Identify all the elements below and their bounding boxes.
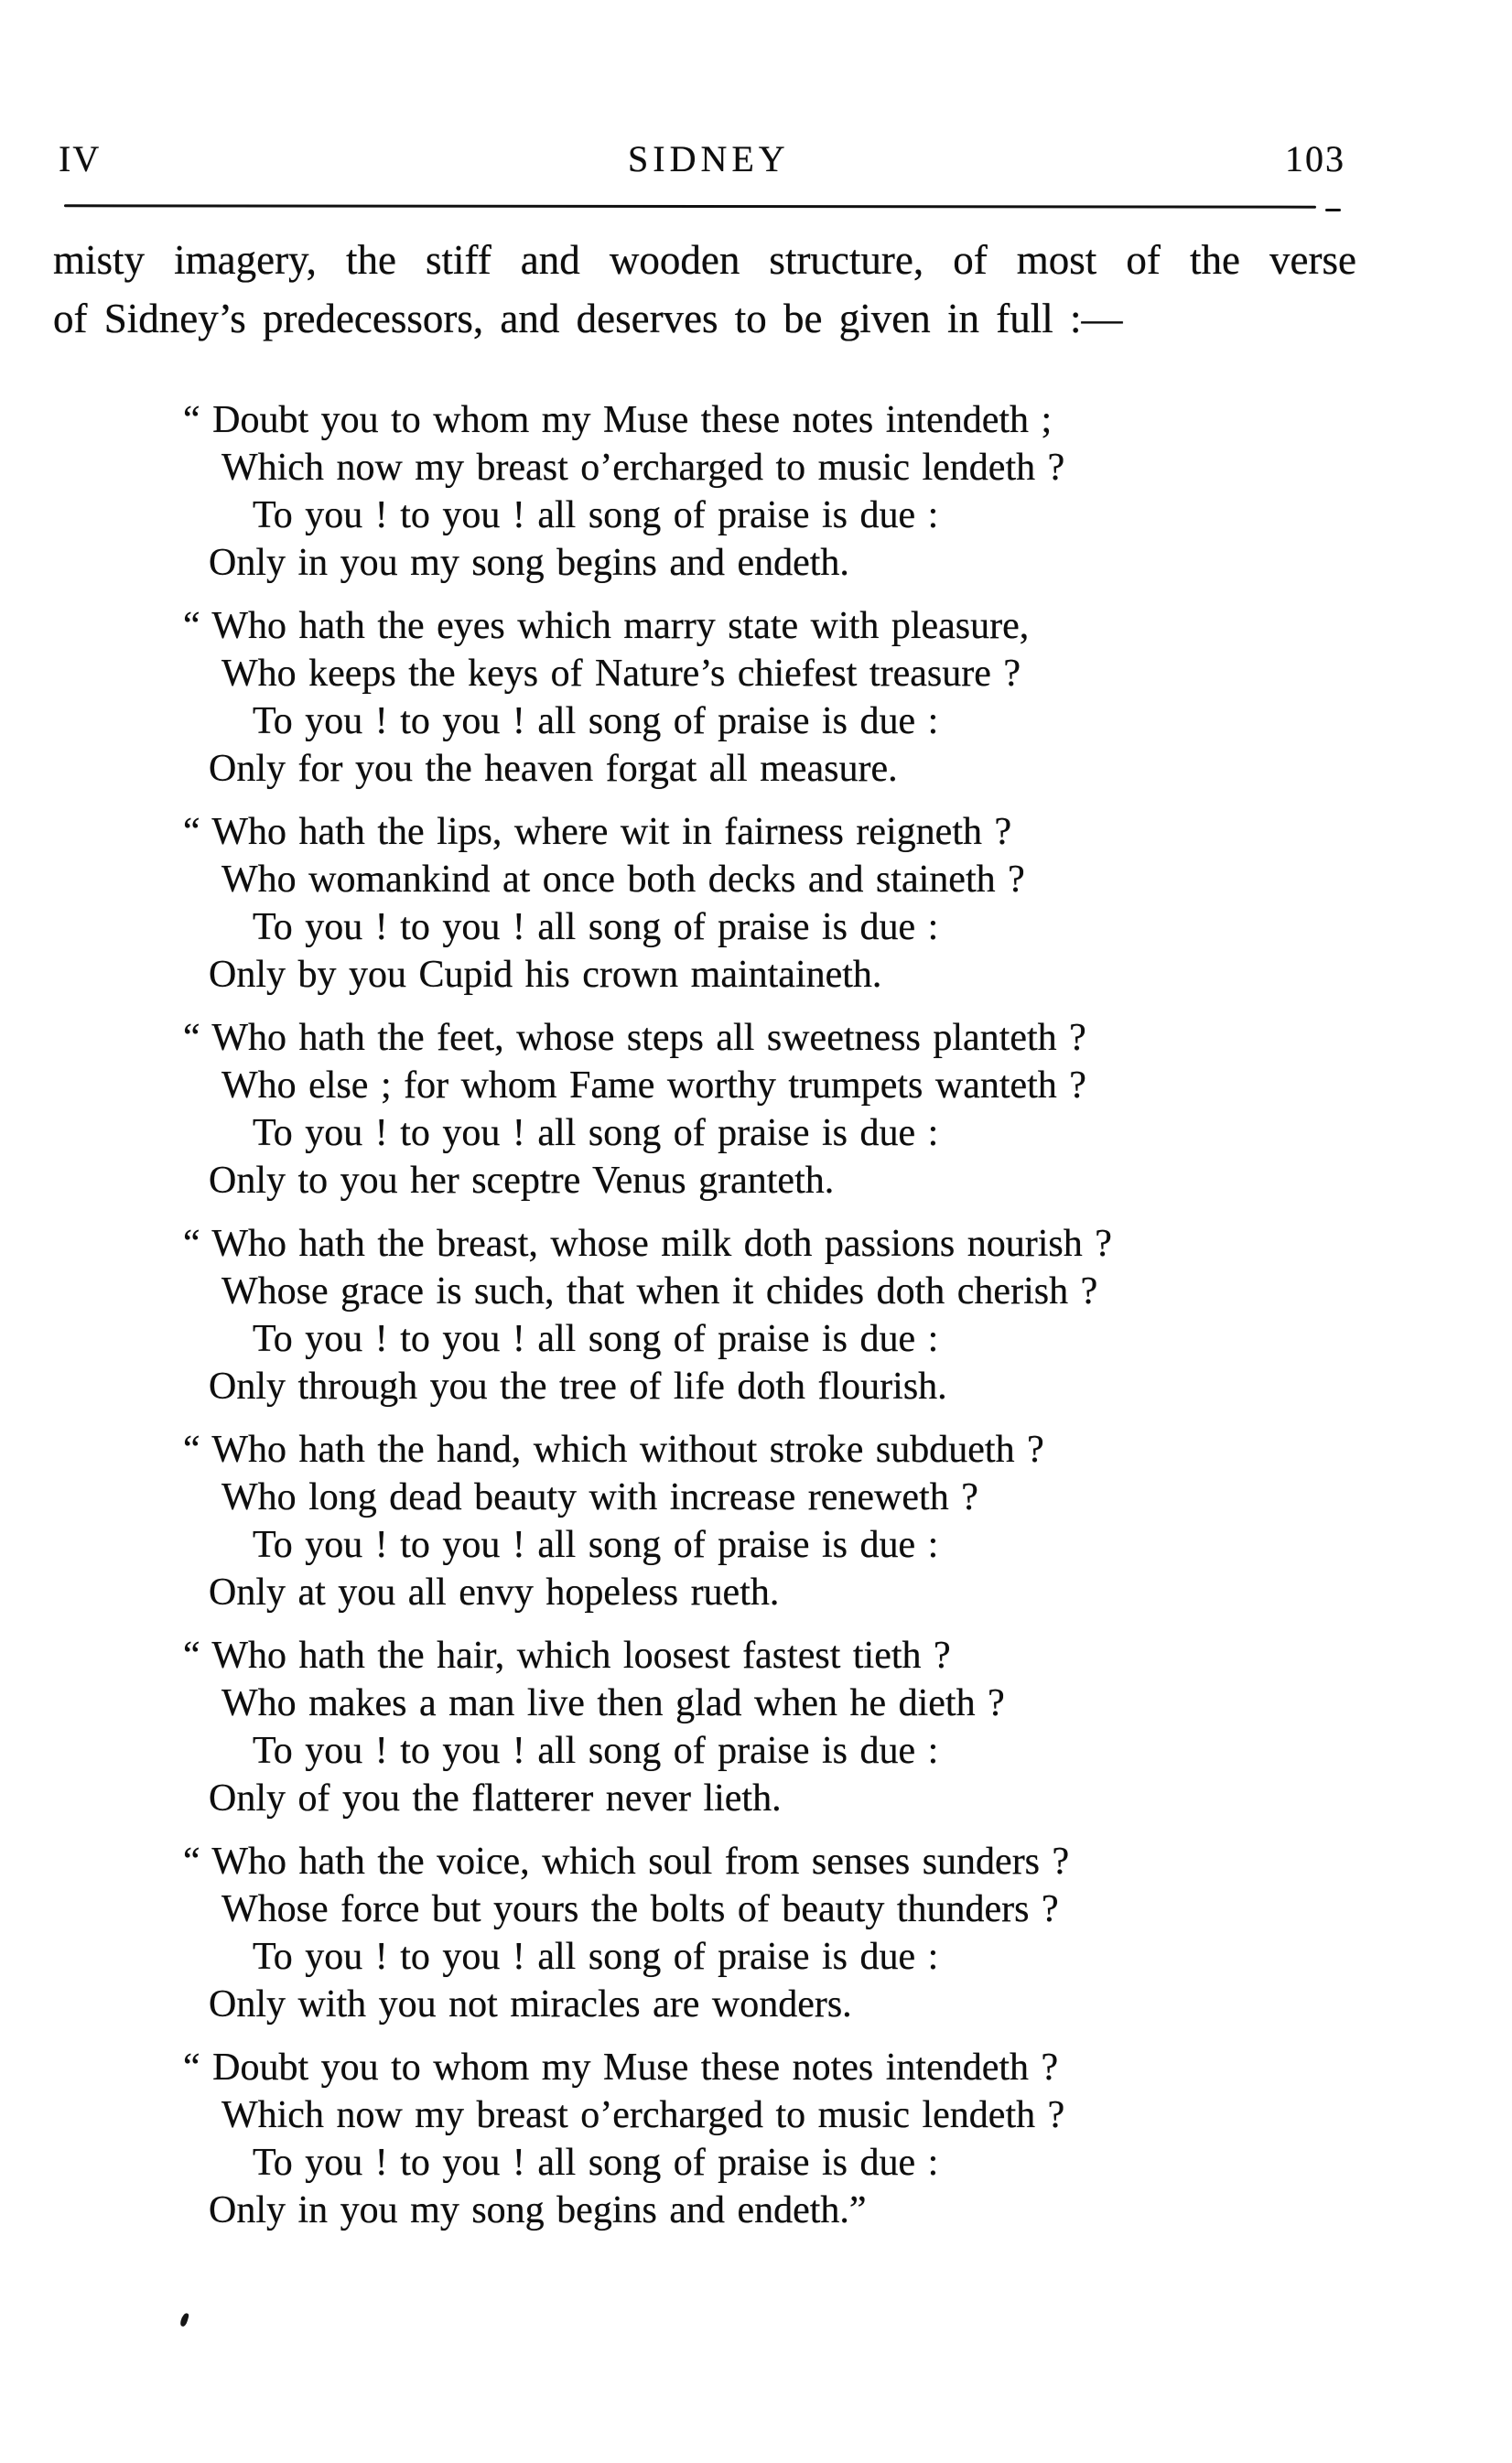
poem-line: “ Who hath the hair, which loosest fastest tieth ?	[183, 1635, 951, 1677]
intro-line: misty imagery, the stiff and wooden structure, of most of the verse	[53, 237, 1356, 283]
poem	[183, 396, 1112, 2250]
poem-line: Only of you the flatterer never lieth.	[209, 1777, 782, 1820]
stanza	[183, 1632, 1112, 1822]
stanza	[183, 1014, 1112, 1204]
poem-line: “ Who hath the voice, which soul from senses sunders ?	[183, 1841, 1070, 1883]
poem-line: Only through you the tree of life doth flourish.	[209, 1366, 947, 1408]
poem-line: To you ! to you ! all song of praise is due :	[253, 1730, 939, 1772]
header-rule-end-dash	[1325, 209, 1341, 211]
poem-line: To you ! to you ! all song of praise is due :	[253, 700, 939, 742]
poem-line: “ Who hath the breast, whose milk doth passions nourish ?	[183, 1223, 1112, 1265]
poem-line: Whose force but yours the bolts of beauty thunders ?	[221, 1888, 1059, 1930]
poem-line: To you ! to you ! all song of praise is due :	[253, 1936, 939, 1978]
stanza	[183, 2044, 1112, 2234]
page-number: 103	[1285, 138, 1345, 179]
poem-line: Only in you my song begins and endeth.	[209, 542, 849, 584]
stanza	[183, 1426, 1112, 1616]
poem-line: To you ! to you ! all song of praise is due :	[253, 2142, 939, 2184]
stanza	[183, 1220, 1112, 1410]
running-head-section: IV	[59, 138, 102, 179]
poem-line: Which now my breast o’ercharged to music lendeth ?	[221, 447, 1065, 489]
poem-line: To you ! to you ! all song of praise is due :	[253, 1112, 939, 1154]
poem-line: Who long dead beauty with increase reneweth ?	[221, 1476, 978, 1518]
poem-line: To you ! to you ! all song of praise is due :	[253, 494, 939, 536]
poem-line: Only for you the heaven forgat all measure.	[209, 748, 898, 790]
stanza	[183, 1838, 1112, 2028]
poem-line: Who keeps the keys of Nature’s chiefest treasure ?	[221, 653, 1021, 695]
poem-line: Who womankind at once both decks and staineth ?	[221, 859, 1025, 901]
poem-line: “ Who hath the feet, whose steps all sweetness planteth ?	[183, 1017, 1086, 1059]
poem-line: Only at you all envy hopeless rueth.	[209, 1572, 780, 1614]
stanza	[183, 396, 1112, 587]
poem-line: Whose grace is such, that when it chides doth cherish ?	[221, 1270, 1098, 1313]
poem-line: Which now my breast o’ercharged to music lendeth ?	[221, 2094, 1065, 2136]
poem-line: “ Who hath the eyes which marry state with pleasure,	[183, 605, 1030, 647]
poem-line: Who else ; for whom Fame worthy trumpets wanteth ?	[221, 1064, 1086, 1107]
intro-line: of Sidney’s predecessors, and deserves to be given in full :—	[53, 296, 1123, 341]
poem-line: To you ! to you ! all song of praise is due :	[253, 906, 939, 948]
poem-line: Only with you not miracles are wonders.	[209, 1983, 852, 2025]
stanza	[183, 808, 1112, 999]
poem-line: Only in you my song begins and endeth.”	[209, 2189, 867, 2231]
poem-line: “ Doubt you to whom my Muse these notes intendeth ;	[183, 399, 1053, 441]
poem-line: “ Doubt you to whom my Muse these notes intendeth ?	[183, 2047, 1059, 2089]
header-rule	[64, 204, 1316, 208]
running-head-title: SIDNEY	[628, 138, 790, 179]
poem-line: To you ! to you ! all song of praise is due :	[253, 1318, 939, 1360]
poem-line: To you ! to you ! all song of praise is due :	[253, 1524, 939, 1566]
intro-paragraph	[53, 231, 1356, 348]
stray-ink-mark	[179, 2312, 189, 2327]
poem-line: Only to you her sceptre Venus granteth.	[209, 1160, 835, 1202]
poem-line: “ Who hath the lips, where wit in fairness reigneth ?	[183, 811, 1012, 853]
poem-line: Only by you Cupid his crown maintaineth.	[209, 954, 882, 996]
poem-line: “ Who hath the hand, which without stroke subdueth ?	[183, 1429, 1044, 1471]
stanza	[183, 602, 1112, 793]
poem-line: Who makes a man live then glad when he dieth ?	[221, 1682, 1005, 1724]
